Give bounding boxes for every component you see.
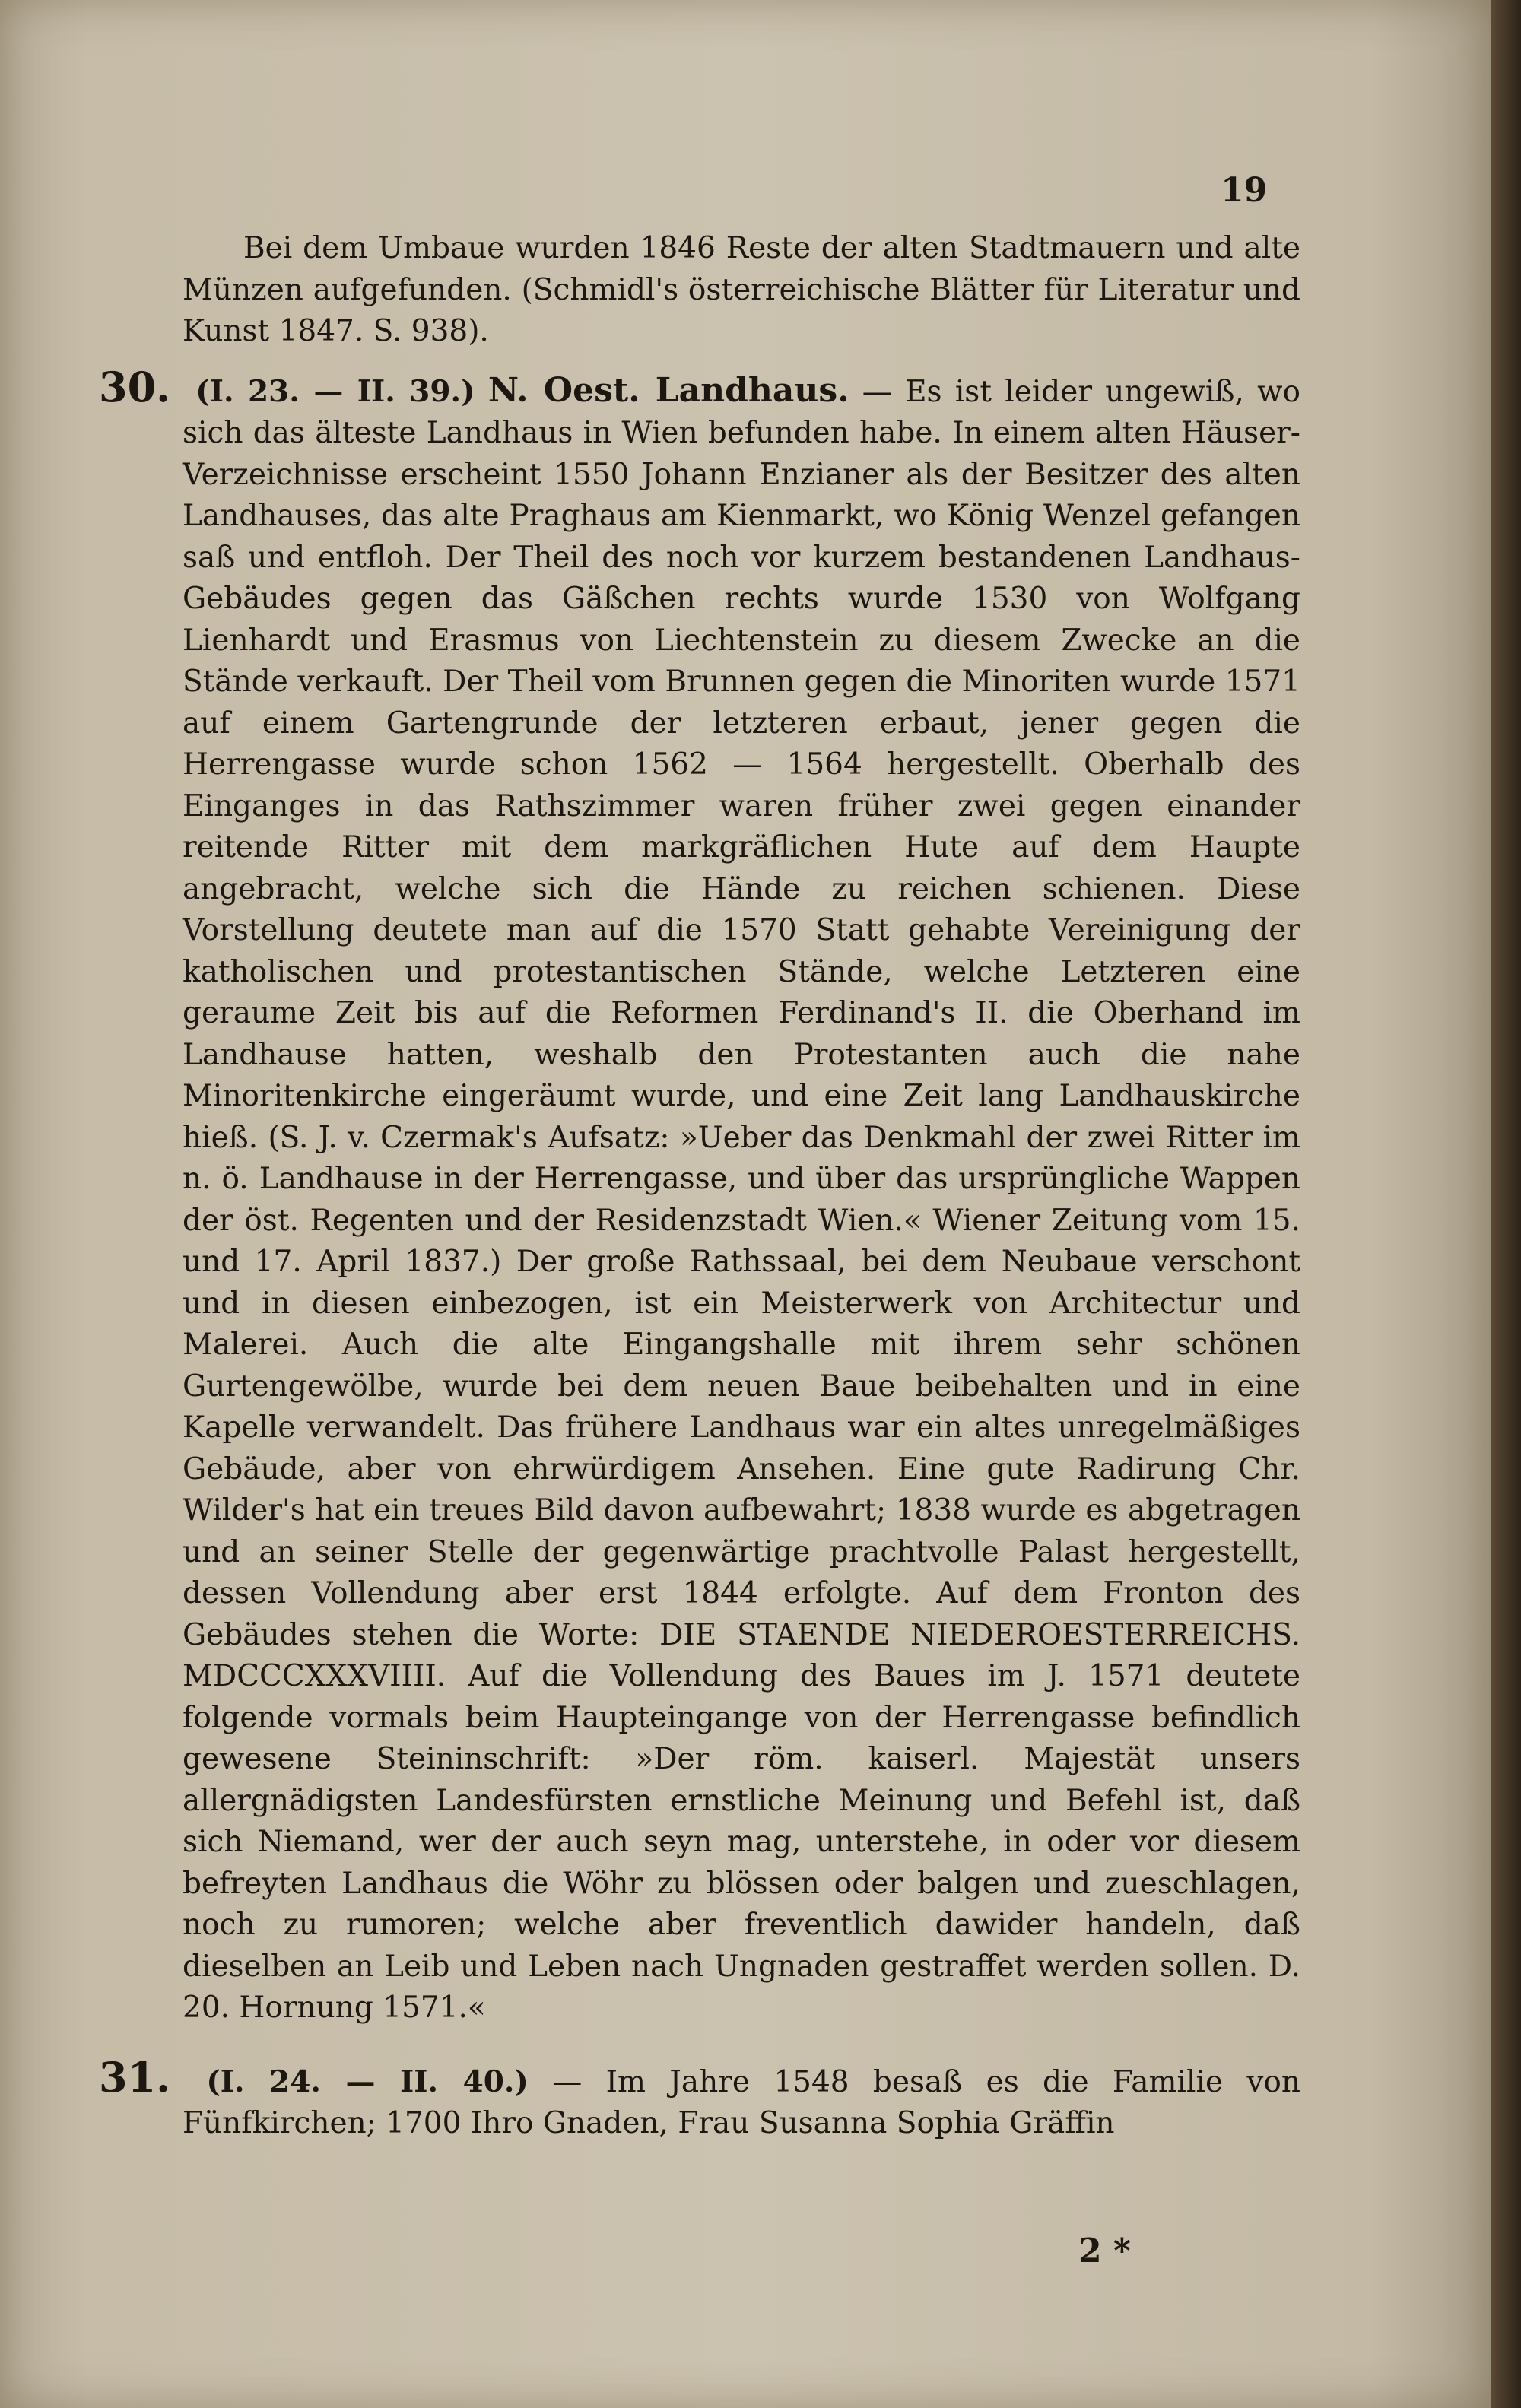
- entry-text: — Es ist leider ungewiß, wo sich das älteste Landhaus in Wien befunden habe. In einem alten Häuser-Verzeichnisse erscheint 1550 Johann Enzianer als der Besitzer des alten Landhauses, das alte Praghaus am Kienmarkt, wo König Wenzel gefangen saß und entfloh. Der Theil des noch vor kurzem bestandenen Landhaus-Gebäudes gegen das Gäßchen rechts wurde 1530 von Wolfgang Lienhardt und Erasmus von Liechtenstein zu diesem Zwecke an die Stände verkauft. Der Theil vom Brunnen gegen die Minoriten wurde 1571 auf einem Gartengrunde der letzteren erbaut, jener gegen die Herrengasse wurde schon 1562 — 1564 hergestellt. Oberhalb des Einganges in das Rathszimmer waren früher zwei gegen einander reitende Ritter mit dem markgräflichen Hute auf dem Haupte angebracht, welche sich die Hände zu reichen schienen. Diese Vorstellung deutete man auf die 1570 Statt gehabte Vereinigung der katholischen und protestantischen Stände, welche Letzteren eine geraume Zeit bis auf die Reformen Ferdinand's II. die Oberhand im Landhause hatten, weshalb den Protestanten auch die nahe Minoritenkirche eingeräumt wurde, und eine Zeit lang Landhauskirche hieß. (S. J. v. Czermak's Aufsatz: »Ueber das Denkmahl der zwei Ritter im n. ö. Landhause in der Herrengasse, und über das ursprüngliche Wappen der öst. Regenten und der Residenzstadt Wien.« Wiener Zeitung vom 15. und 17. April 1837.) Der große Rathssaal, bei dem Neubaue verschont und in diesen einbezogen, ist ein Meisterwerk von Architectur und Malerei. Auch die alte Eingangshalle mit ihrem sehr schönen Gurtengewölbe, wurde bei dem neuen Baue beibehalten und in eine Kapelle verwandelt. Das frühere Landhaus war ein altes unregelmäßiges Gebäude, aber von ehrwürdigem Ansehen. Eine gute Radirung Chr. Wilder's hat ein treues Bild davon aufbewahrt; 1838 wurde es abgetragen und an seiner Stelle der gegenwärtige prachtvolle Palast hergestellt, dessen Vollendung aber erst 1844 erfolgte. Auf dem Fronton des Gebäudes stehen die Worte: DIE STAENDE NIEDEROESTERREICHS. MDCCCXXXVIIII. Auf die Vollendung des Baues im J. 1571 deutete folgende vormals beim Haupteingange von der Herrengasse befindlich gewesene Steininschrift: »Der röm. kaiserl. Majestät unsers allergnädigsten Landesfürsten ernstliche Meinung und Befehl ist, daß sich Niemand, wer der auch seyn mag, unterstehe, in oder vor diesem befreyten Landhaus die Wöhr zu blössen oder balgen und zueschlagen, noch zu rumoren; welche aber freventlich dawider handeln, daß dieselben an Leib und Leben nach Ungnaden gestraffet werden sollen. D. 20. Hornung 1571.«: [183, 374, 1300, 2025]
- entry-reference: (I. 24. — II. 40.): [206, 2064, 529, 2099]
- entry-number: 31.: [99, 2052, 170, 2102]
- entry-reference: (I. 23. — II. 39.): [195, 373, 475, 409]
- entry-30: [99, 362, 1300, 2029]
- page-body: [99, 228, 1300, 2172]
- entry-31: [99, 2052, 1300, 2145]
- entry-heading: N. Oest. Landhaus.: [487, 370, 849, 410]
- book-spine: [1491, 0, 1521, 2408]
- signature-mark: 2 *: [1078, 2232, 1131, 2270]
- continuation-paragraph: Bei dem Umbaue wurden 1846 Reste der alten Stadtmauern und alte Münzen aufgefunden. (Schmidl's österreichische Blätter für Literatur und Kunst 1847. S. 938).: [183, 231, 1300, 348]
- entry-number: 30.: [99, 362, 170, 411]
- entry-text: — Im Jahre 1548 besaß es die Familie von Fünfkirchen; 1700 Ihro Gnaden, Frau Susanna Sophia Gräffin: [183, 2064, 1300, 2140]
- page-number: 19: [1221, 171, 1268, 210]
